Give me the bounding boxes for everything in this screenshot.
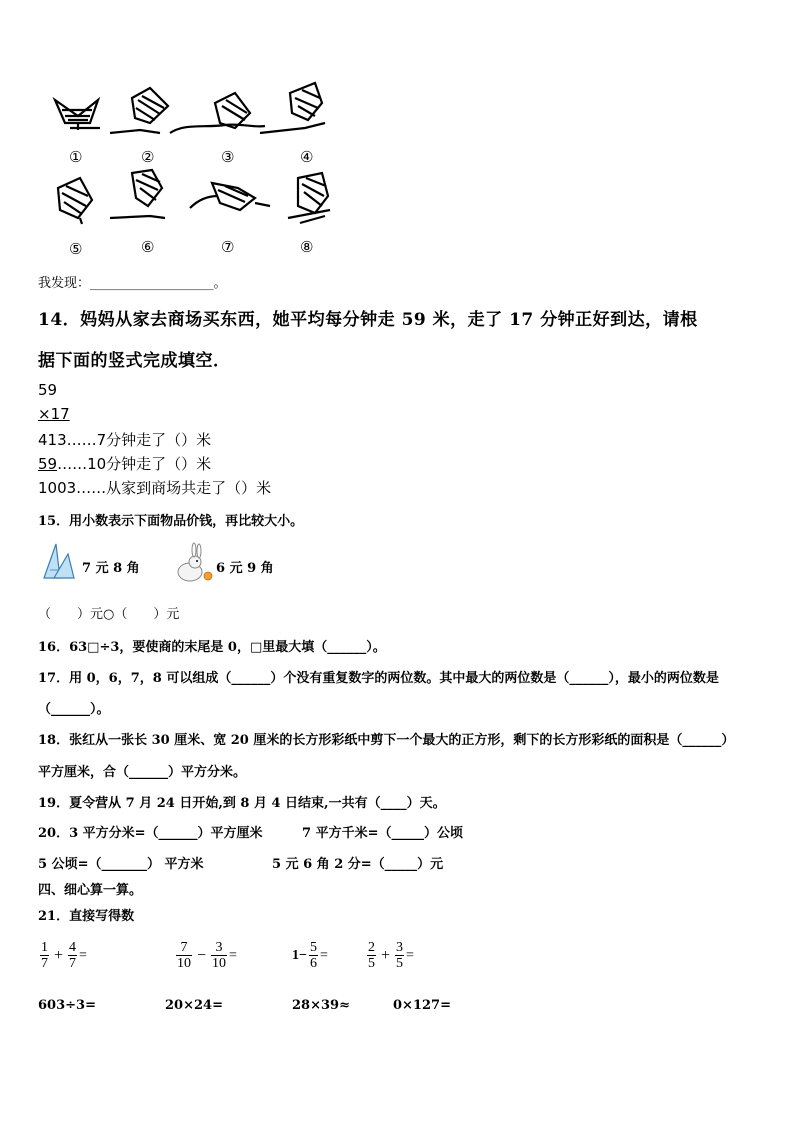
q16: 16．63□÷3，要使商的末尾是 0，□里最大填（______）。 [38, 640, 386, 655]
fish-label-6: ⑥ [141, 238, 155, 256]
item2-price: 6 元 9 角 [216, 561, 274, 576]
frac-num: 4 [69, 940, 77, 955]
fish-label-1: ① [69, 148, 83, 166]
section-4-heading: 四、细心算一算。 [38, 883, 143, 898]
frac-den: 7 [41, 956, 48, 971]
calc-line-2: ×17 [38, 405, 70, 423]
fish-label-3: ③ [221, 148, 235, 166]
fish-label-2: ② [141, 148, 155, 166]
frac-num: 1 [41, 940, 48, 955]
fish-1 [55, 100, 100, 130]
frac-den: 5 [368, 956, 375, 971]
q21-expr-2 [174, 940, 237, 971]
fish-label-7: ⑦ [221, 238, 235, 256]
q21-title: 21．直接写得数 [38, 909, 135, 924]
discover-end: 。 [213, 276, 227, 291]
frac-num: 3 [215, 940, 223, 955]
q15-title: 15．用小数表示下面物品价钱，再比较大小。 [38, 514, 304, 529]
q18-line2: 平方厘米，合（______）平方分米。 [38, 765, 247, 780]
fish-2 [110, 88, 168, 133]
operator: + [54, 946, 64, 964]
operator: + [381, 946, 391, 964]
q15-compare[interactable]: （ ）元○（ ）元 [38, 607, 180, 622]
frac-den: 10 [212, 956, 227, 971]
fish-7 [190, 183, 270, 210]
equals: = [319, 947, 328, 963]
frac-den: 10 [177, 956, 191, 971]
calc-line-4-text: ……10分钟走了（）米 [57, 455, 212, 473]
fish-label-5: ⑤ [69, 240, 83, 258]
calc-line-4 [38, 453, 211, 474]
q21-row2-3: 28×39≈ [292, 998, 350, 1013]
calc-line-5: 1003……从家到商场共走了（）米 [38, 479, 272, 497]
fish-rotation-figure [40, 78, 340, 258]
q17-line1: 17．用 0，6，7，8 可以组成（______）个没有重复数字的两位数。其中最大的两位数是（______），最小的两位数是 [38, 671, 719, 686]
equals: = [406, 947, 414, 963]
frac-num: 3 [396, 940, 404, 955]
q20-c: 5 公顷=（_______） 平方米 [38, 857, 204, 872]
q19: 19．夏令营从 7 月 24 日开始,到 8 月 4 日结束,一共有（____）天。 [38, 796, 446, 811]
discover-label: 我发现： [38, 276, 91, 291]
q21-row2-1: 603÷3= [38, 998, 96, 1013]
fish-4 [260, 83, 325, 133]
q20-d: 5 元 6 角 2 分=（_____）元 [272, 857, 444, 872]
rabbit-toy-icon [170, 542, 214, 586]
item1-price: 7 元 8 角 [82, 561, 140, 576]
q20-b: 7 平方千米=（_____）公顷 [302, 826, 463, 841]
fish-3 [170, 93, 265, 133]
equals: = [229, 947, 237, 963]
q21-row2-2: 20×24= [165, 998, 223, 1013]
fish-label-4: ④ [300, 148, 314, 166]
calc-line-1: 59 [38, 381, 58, 399]
frac-num: 7 [180, 940, 188, 955]
fish-8 [288, 173, 330, 223]
fish-6 [110, 170, 165, 218]
q21-expr-1 [38, 940, 87, 971]
q18-line1: 18．张红从一张长 30 厘米、宽 20 厘米的长方形彩纸中剪下一个最大的正方形，剩下的长方形彩纸的面积是（______） [38, 733, 735, 748]
q20-a: 20．3 平方分米=（______）平方厘米 [38, 826, 263, 841]
q21-expr-3 [292, 940, 328, 971]
fish-label-8: ⑧ [300, 238, 314, 256]
frac-den: 5 [396, 956, 404, 971]
frac-den: 7 [69, 956, 77, 971]
calc-line-4-number: 59 [38, 455, 58, 473]
calc-line-3: 413……7分钟走了（）米 [38, 431, 212, 449]
q21-row2-4: 0×127= [393, 998, 451, 1013]
q14-line2: 据下面的竖式完成填空． [38, 351, 231, 371]
frac-num: 5 [309, 940, 317, 955]
triangle-ruler-icon [40, 540, 76, 582]
lead-term: 1− [292, 947, 307, 963]
fish-5 [58, 178, 92, 224]
discover-blank[interactable]: ___________________ [90, 276, 214, 291]
operator: − [197, 946, 207, 964]
frac-den: 6 [309, 956, 317, 971]
discover-line [38, 272, 227, 291]
frac-num: 2 [368, 940, 375, 955]
q14-line1: 14．妈妈从家去商场买东西，她平均每分钟走 59 米，走了 17 分钟正好到达，请根 [38, 310, 698, 330]
q17-line2: （______）。 [38, 702, 110, 717]
equals: = [79, 947, 87, 963]
q21-expr-4 [365, 940, 414, 971]
